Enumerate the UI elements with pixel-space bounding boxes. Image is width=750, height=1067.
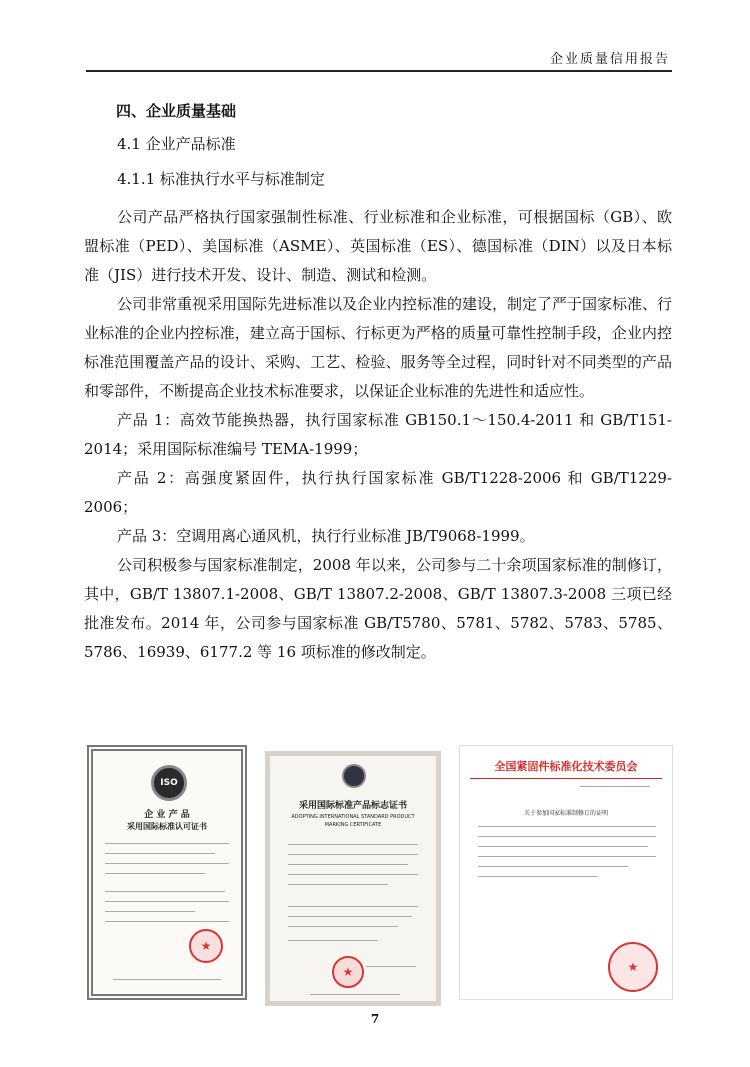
paragraph: 产品 2：高强度紧固件，执行执行国家标准 GB/T1228-2006 和 GB/T1229-2006； [84,469,672,516]
cert-line: ADOPTING INTERNATIONAL STANDARD PRODUCT [291,814,415,820]
committee-letter-image [459,745,673,1000]
section-heading: 四、企业质量基础 [116,102,237,120]
paragraph: 产品 3：空调用离心通风机，执行行业标准 JB/T9068-1999。 [117,527,535,545]
cert-line: 采用国际标准产品标志证书 [298,801,407,811]
cert-line: MARKING CERTIFICATE [324,822,382,828]
iso-logo-icon: ISO [151,765,187,801]
emblem-icon [342,764,366,788]
page-header [86,44,672,72]
report-title: 企业质量信用报告 [549,52,670,67]
cert-line: 企 业 产 品 [144,810,190,820]
iso-certificate-image [87,745,247,1000]
red-seal-icon [608,942,658,992]
page-number: 7 [370,1012,380,1026]
certificate-images [87,745,673,1005]
paragraph: 公司非常重视采用国际先进标准以及企业内控标准的建设，制定了严于国家标准、行业标准的企业内控标准，建立高于国标、行标更为严格的质量可靠性控制手段，企业内控标准范围覆盖产品的设计、采购、工艺、检验、服务等全过程，同时针对不同类型的产品和零部件，不断提高企业技术标准要求，以保证企业标准的先进性和适应性。 [84,295,673,400]
red-seal-icon [332,956,364,988]
subsubsection-title: 4.1.1 标准执行水平与标准制定 [117,170,325,188]
letter-subtitle: 关于参加国家标准制修订的证明 [523,810,608,817]
subsection-title: 4.1 企业产品标准 [117,135,236,153]
standard-marking-certificate-image [265,751,441,1006]
paragraph: 公司产品严格执行国家强制性标准、行业标准和企业标准，可根据国标（GB）、欧盟标准（PED）、美国标准（ASME）、英国标准（ES）、德国标准（DIN）以及日本标准（JIS）进行技术开发、设计、制造、测试和检测。 [84,208,672,284]
main-content [84,96,673,667]
paragraph: 产品 1：高效节能换热器，执行国家标准 GB150.1～150.4-2011 和 GB/T151-2014；采用国际标准编号 TEMA-1999； [84,411,672,458]
cert-line: 采用国际标准认可证书 [127,822,207,831]
letterhead-title: 全国紧固件标准化技术委员会 [494,760,638,773]
red-seal-icon [189,929,223,963]
paragraph: 公司积极参与国家标准制定，2008 年以来，公司参与二十余项国家标准的制修订，其中，GB/T 13807.1-2008、GB/T 13807.2-2008、GB/T 13807.3-2008 三项已经批准发布。2014 年，公司参与国家标准 GB/T5780、5781、5782、5783、5785、5786、16939、6177.2 等 16 项标准的修改制定。 [84,556,672,661]
